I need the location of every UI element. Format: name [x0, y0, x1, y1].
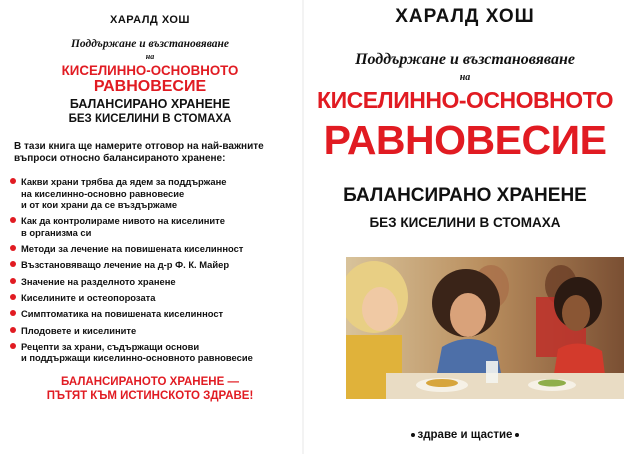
publisher-name: здраве и щастие	[417, 429, 513, 441]
list-item: Методи за лечение на повишената киселинност	[10, 243, 295, 255]
front-subheading-2: БЕЗ КИСЕЛИНИ В СТОМАХА	[369, 215, 561, 230]
bullet-icon	[10, 261, 16, 267]
back-subtitle	[0, 38, 300, 63]
bullet-icon	[515, 433, 519, 437]
front-author: ХАРАЛД ХОШ	[395, 6, 535, 27]
list-item: Как да контролираме нивото на киселините в организма си	[10, 215, 295, 238]
list-item: Симптоматика на повишената киселинност	[10, 308, 295, 320]
back-title-line2: РАВНОВЕСИЕ	[93, 78, 207, 95]
back-subheading-2: БЕЗ КИСЕЛИНИ В СТОМАХА	[68, 113, 232, 125]
back-author: ХАРАЛД ХОШ	[109, 14, 190, 26]
bullet-icon	[10, 245, 16, 251]
front-cover	[306, 0, 624, 454]
bullet-icon	[10, 178, 16, 184]
front-subtitle-na: на	[459, 72, 471, 83]
bullet-icon	[10, 310, 16, 316]
bullet-icon	[10, 343, 16, 349]
spine-divider	[302, 0, 304, 454]
back-subheading-1: БАЛАНСИРАНО ХРАНЕНЕ	[69, 97, 231, 111]
back-cover	[0, 0, 300, 454]
cover-photo-illustration	[346, 257, 624, 399]
front-title-line1: КИСЕЛИННО-ОСНОВНОТО	[317, 87, 613, 113]
front-subtitle	[306, 52, 624, 86]
bullet-icon	[10, 327, 16, 333]
publisher-logo	[306, 429, 624, 441]
back-subtitle-na: на	[145, 52, 155, 61]
list-item: Възстановяващо лечение на д-р Ф. К. Майер	[10, 259, 295, 271]
list-item: Киселините и остеопорозата	[10, 292, 295, 304]
back-subtitle-line: Поддържане и възстановяване	[70, 38, 230, 50]
list-item: Рецепти за храни, съдържащи основи и поддържащи киселинно-основното равновесие	[10, 341, 295, 364]
front-subheading-1: БАЛАНСИРАНО ХРАНЕНЕ	[343, 185, 587, 206]
cover-photo	[346, 257, 624, 399]
front-title-line2: РАВНОВЕСИЕ	[323, 117, 607, 163]
back-slogan: БАЛАНСИРАНОТО ХРАНЕНЕ — ПЪТЯТ КЪМ ИСТИНСКОТО ЗДРАВЕ!	[46, 376, 254, 402]
back-title-line1: КИСЕЛИННО-ОСНОВНОТО	[61, 62, 239, 78]
list-item: Значение на разделното хранене	[10, 276, 295, 288]
back-intro: В тази книга ще намерите отговор на най-важните въпроси относно балансираното хранене:	[14, 141, 264, 164]
back-topic-list	[10, 176, 295, 369]
bullet-icon	[10, 217, 16, 223]
bullet-icon	[10, 294, 16, 300]
front-subtitle-line: Поддържане и възстановяване	[355, 51, 575, 68]
bullet-icon	[411, 433, 415, 437]
bullet-icon	[10, 278, 16, 284]
list-item: Плодовете и киселините	[10, 325, 295, 337]
list-item: Какви храни трябва да ядем за поддържане на киселинно-основно равновесие и от кои храни да се въздържаме	[10, 176, 295, 211]
